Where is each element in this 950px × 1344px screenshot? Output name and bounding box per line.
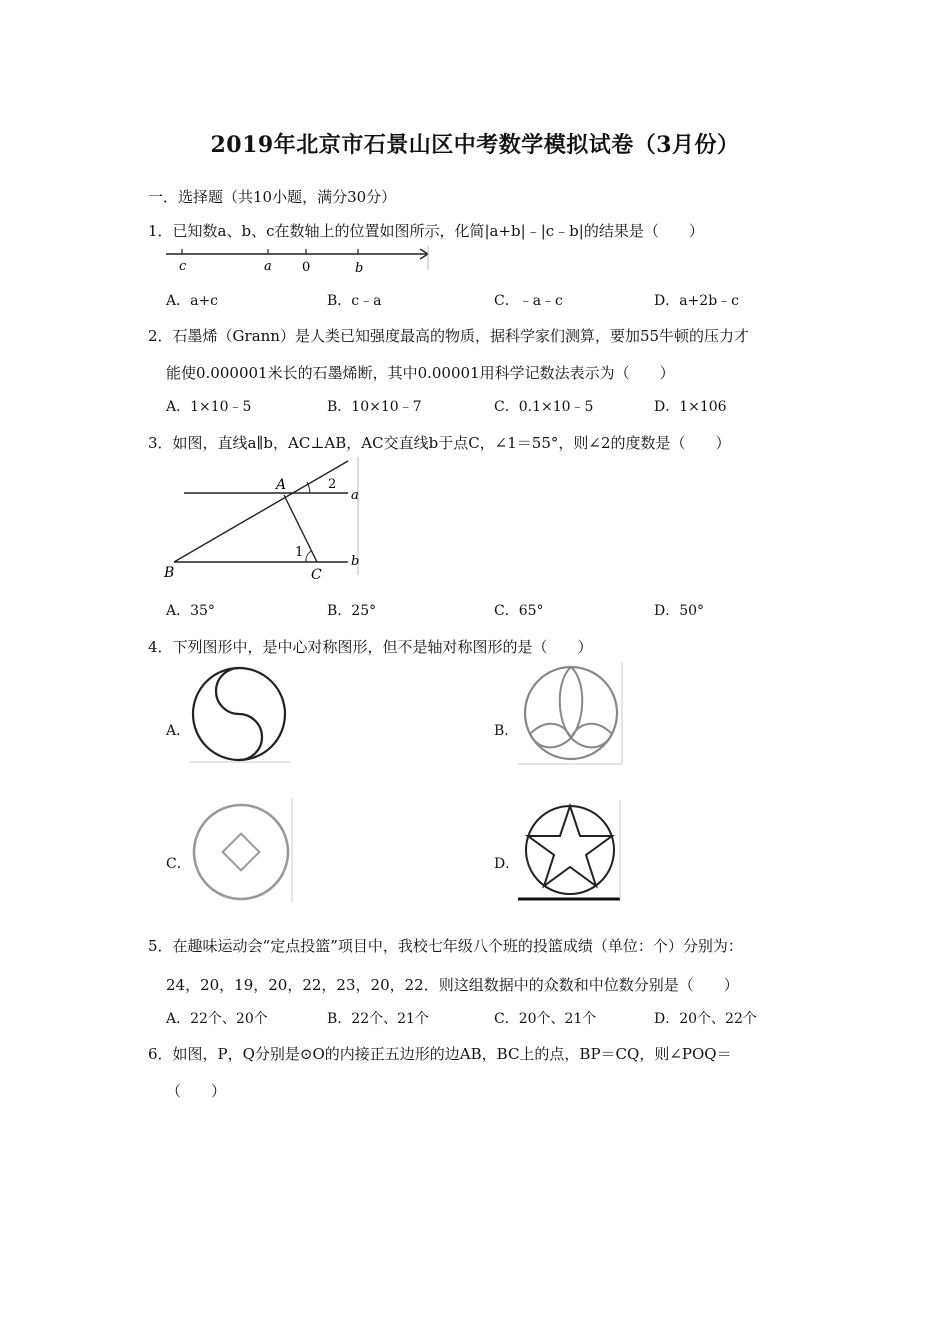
label-angle-1: 1: [295, 545, 304, 560]
label-point-a: A: [276, 477, 287, 493]
q1-option-c: C．﹣a﹣c: [494, 293, 563, 309]
q4-option-c: C．: [166, 856, 191, 872]
label-c: c: [179, 259, 187, 274]
question-4-stem: 4．下列图形中，是中心对称图形，但不是轴对称图形的是（ ）: [148, 638, 593, 656]
label-point-b: B: [164, 565, 175, 581]
section-heading: 一．选择题（共10小题，满分30分）: [148, 188, 397, 206]
label-point-c: C: [311, 567, 322, 583]
q4-option-b: B．: [494, 723, 519, 739]
q5-option-c: C．20个、21个: [494, 1011, 597, 1027]
question-6-stem-line1: 6．如图，P，Q分别是⊙O的内接正五边形的边AB，BC上的点，BP＝CQ，则∠POQ＝: [148, 1045, 732, 1063]
q5-option-b: B．22个、21个: [327, 1011, 429, 1027]
q2-option-a: A．1×10﹣5: [166, 399, 252, 415]
number-line-figure: [160, 244, 440, 278]
label-b: b: [355, 261, 364, 276]
question-1-stem: 1．已知数a、b、c在数轴上的位置如图所示，化简|a+b|﹣|c﹣b|的结果是（ ）: [148, 222, 704, 240]
question-6-stem-line2: （ ）: [166, 1082, 227, 1100]
question-2-stem-line1: 2．石墨烯（Grann）是人类已知强度最高的物质，据科学家们测算，要加55牛顿的压力才: [148, 327, 750, 345]
yin-yang-figure: [186, 664, 292, 764]
three-arcs-circle-figure: [516, 660, 626, 766]
coin-square-hole-figure: [186, 796, 296, 904]
label-a: a: [264, 259, 272, 274]
q4-option-a: A．: [166, 723, 191, 739]
q1-option-d: D．a+2b﹣c: [654, 293, 740, 309]
q2-option-d: D．1×106: [654, 399, 727, 415]
question-5-stem-line2: 24，20，19，20，22，23，20，22．则这组数据中的众数和中位数分别是（ ）: [166, 976, 739, 994]
label-zero: 0: [302, 260, 311, 275]
q1-option-b: B．c﹣a: [327, 293, 382, 309]
label-line-b: b: [351, 554, 360, 569]
q2-option-c: C．0.1×10﹣5: [494, 399, 594, 415]
label-line-a: a: [351, 488, 359, 503]
star-in-circle-figure: [516, 798, 624, 904]
q5-option-a: A．22个、20个: [166, 1011, 268, 1027]
q2-option-b: B．10×10﹣7: [327, 399, 422, 415]
q1-option-a: A．a+c: [166, 293, 219, 309]
parallel-lines-figure: [160, 455, 370, 585]
label-angle-2: 2: [328, 477, 337, 492]
question-5-stem-line1: 5．在趣味运动会“定点投篮”项目中，我校七年级八个班的投篮成绩（单位：个）分别为：: [148, 937, 743, 955]
q5-option-d: D．20个、22个: [654, 1011, 757, 1027]
question-2-stem-line2: 能使0.000001米长的石墨烯断，其中0.00001用科学记数法表示为（ ）: [166, 364, 675, 382]
question-3-stem: 3．如图，直线a∥b，AC⊥AB，AC交直线b于点C，∠1＝55°，则∠2的度数是（ ）: [148, 434, 731, 452]
q3-option-b: B．25°: [327, 603, 377, 619]
page-title: 2019年北京市石景山区中考数学模拟试卷（3月份）: [210, 132, 740, 158]
q3-option-d: D．50°: [654, 603, 705, 619]
q3-option-c: C．65°: [494, 603, 544, 619]
q4-option-d: D．: [494, 856, 520, 872]
q3-option-a: A．35°: [166, 603, 215, 619]
